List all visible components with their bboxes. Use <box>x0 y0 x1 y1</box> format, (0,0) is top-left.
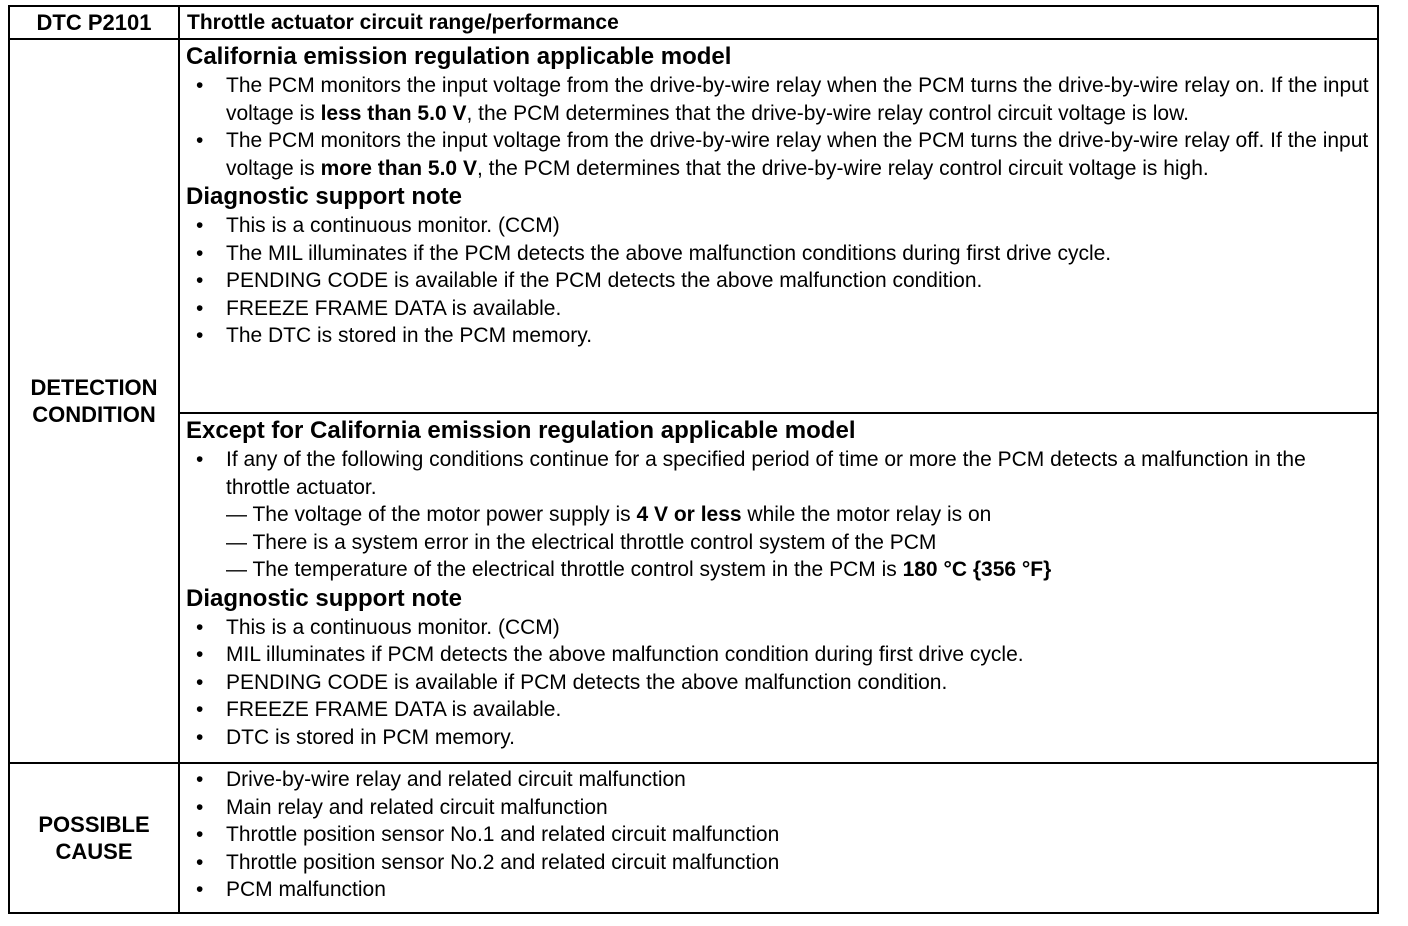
possible-cause-row <box>9 763 1378 913</box>
dtc-code: DTC P2101 <box>9 6 179 39</box>
list-item: • Throttle position sensor No.2 and related circuit malfunction <box>186 849 1369 877</box>
list-item: • Throttle position sensor No.1 and related circuit malfunction <box>186 821 1369 849</box>
list-item: • Drive-by-wire relay and related circuit malfunction <box>186 766 1369 794</box>
list-item: • FREEZE FRAME DATA is available. <box>186 696 1369 724</box>
california-condition-list <box>186 72 1369 182</box>
list-item: • This is a continuous monitor. (CCM) <box>186 212 1369 240</box>
list-item: • The PCM monitors the input voltage from the drive-by-wire relay when the PCM turns the drive-by-wire relay off. If the input voltage is more than 5.0 V, the PCM determines that the drive-by-wire relay control circuit voltage is high. <box>186 127 1369 182</box>
except-heading: Except for California emission regulation applicable model <box>186 417 856 444</box>
except-condition-list <box>186 446 1369 584</box>
list-item: • PENDING CODE is available if PCM detects the above malfunction condition. <box>186 669 1369 697</box>
possible-cause-label <box>9 763 179 913</box>
list-item: • The DTC is stored in the PCM memory. <box>186 322 1369 350</box>
possible-cause-list <box>186 766 1369 904</box>
dtc-document <box>8 5 1379 914</box>
list-item: • PCM malfunction <box>186 876 1369 904</box>
dtc-table <box>8 5 1379 914</box>
list-item: • This is a continuous monitor. (CCM) <box>186 614 1369 642</box>
list-item: • MIL illuminates if PCM detects the above malfunction condition during first drive cycle. <box>186 641 1369 669</box>
california-note-heading: Diagnostic support note <box>186 183 462 210</box>
detection-label-line2: CONDITION <box>32 402 156 427</box>
detection-row-except <box>9 413 1378 763</box>
list-item: • Main relay and related circuit malfunction <box>186 794 1369 822</box>
cause-label-line1: POSSIBLE <box>38 812 150 837</box>
list-item: • The PCM monitors the input voltage from the drive-by-wire relay when the PCM turns the drive-by-wire relay on. If the input voltage is less than 5.0 V, the PCM determines that the drive-by-wire relay control circuit voltage is low. <box>186 72 1369 127</box>
california-section <box>179 39 1378 413</box>
detection-label-line1: DETECTION <box>30 375 158 400</box>
list-item: • PENDING CODE is available if the PCM detects the above malfunction condition. <box>186 267 1369 295</box>
except-note-heading: Diagnostic support note <box>186 584 462 612</box>
header-row <box>9 6 1378 39</box>
except-section <box>179 413 1378 763</box>
dtc-title: Throttle actuator circuit range/performance <box>179 6 1378 39</box>
list-item: • The MIL illuminates if the PCM detects the above malfunction conditions during first drive cycle. <box>186 240 1369 268</box>
list-item: • DTC is stored in PCM memory. <box>186 724 1369 752</box>
detection-row-california <box>9 39 1378 413</box>
possible-cause-section <box>179 763 1378 913</box>
california-note-list <box>186 212 1369 350</box>
except-note-list <box>186 614 1369 752</box>
california-heading: California emission regulation applicable model <box>186 43 732 70</box>
list-item: • If any of the following conditions continue for a specified period of time or more the PCM detects a malfunction in the throttle actuator. — The voltage of the motor power supply is 4 V or less while the motor relay is on — There is a system error in the electrical throttle control system of the PCM — The temperature of the electrical throttle control system in the PCM is 180 °C {356 °F} <box>186 446 1369 584</box>
sub-condition: — There is a system error in the electrical throttle control system of the PCM <box>226 529 1369 557</box>
detection-condition-label <box>9 39 179 763</box>
list-item: • FREEZE FRAME DATA is available. <box>186 295 1369 323</box>
sub-condition: — The temperature of the electrical throttle control system in the PCM is 180 °C {356 °F} <box>226 556 1369 584</box>
sub-condition: — The voltage of the motor power supply is 4 V or less while the motor relay is on <box>226 501 1369 529</box>
cause-label-line2: CAUSE <box>55 839 133 864</box>
